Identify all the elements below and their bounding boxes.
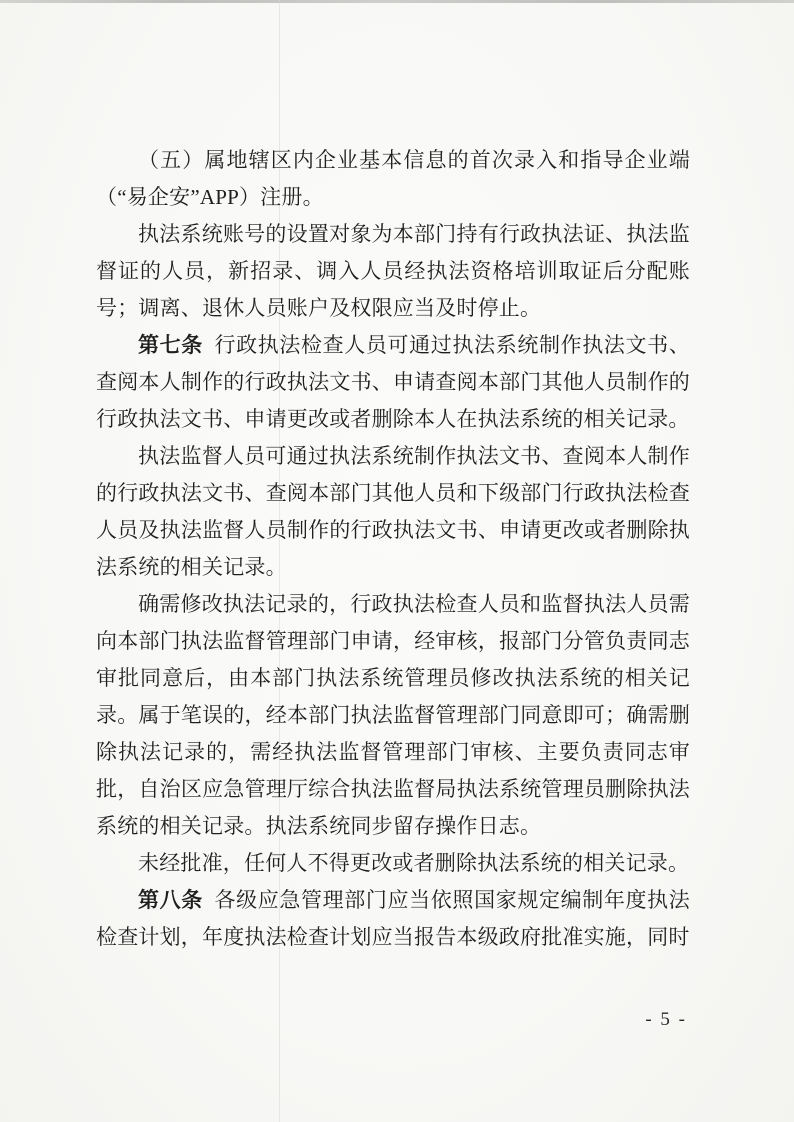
paragraph-text: 执法监督人员可通过执法系统制作执法文书、查阅本人制作的行政执法文书、查阅本部门其他人员和下级部门行政执法检查人员及执法监督人员制作的行政执法文书、申请更改或者删除执法系统的相关记录。 [96, 444, 690, 579]
paragraph-article-8 [96, 882, 690, 956]
paragraph-text: 未经批准，任何人不得更改或者删除执法系统的相关记录。 [138, 851, 690, 875]
paragraph-text: 确需修改执法记录的，行政执法检查人员和监督执法人员需向本部门执法监督管理部门申请，经审核，报部门分管负责同志审批同意后，由本部门执法系统管理员修改执法系统的相关记录。属于笔误的，经本部门执法监督管理部门同意即可；确需删除执法记录的，需经执法监督管理部门审核、主要负责同志审批，自治区应急管理厅综合执法监督局执法系统管理员删除执法系统的相关记录。执法系统同步留存操作日志。 [96, 592, 690, 838]
scan-edge-artifact [0, 0, 794, 3]
document-text-block [96, 142, 690, 956]
paragraph-record-modification [96, 586, 690, 845]
paragraph-text: 各级应急管理部门应当依照国家规定编制年度执法检查计划，年度执法检查计划应当报告本级政府批准实施，同时 [96, 888, 690, 949]
article-number: 第七条 [138, 333, 203, 357]
paragraph-account-rules [96, 216, 690, 327]
paragraph-text: 执法系统账号的设置对象为本部门持有行政执法证、执法监督证的人员，新招录、调入人员经执法资格培训取证后分配账号；调离、退休人员账户及权限应当及时停止。 [96, 222, 690, 320]
paragraph-item-5-clause [96, 142, 690, 216]
paragraph-supervisors [96, 438, 690, 586]
paragraph-text: （五）属地辖区内企业基本信息的首次录入和指导企业端（“易企安”APP）注册。 [96, 148, 690, 209]
page-number: - 5 - [645, 1009, 687, 1030]
paragraph-no-approval [96, 845, 690, 882]
paragraph-article-7 [96, 327, 690, 438]
article-number: 第八条 [138, 888, 203, 912]
paragraph-text: 行政执法检查人员可通过执法系统制作执法文书、查阅本人制作的行政执法文书、申请查阅本部门其他人员制作的行政执法文书、申请更改或者删除本人在执法系统的相关记录。 [96, 333, 690, 431]
